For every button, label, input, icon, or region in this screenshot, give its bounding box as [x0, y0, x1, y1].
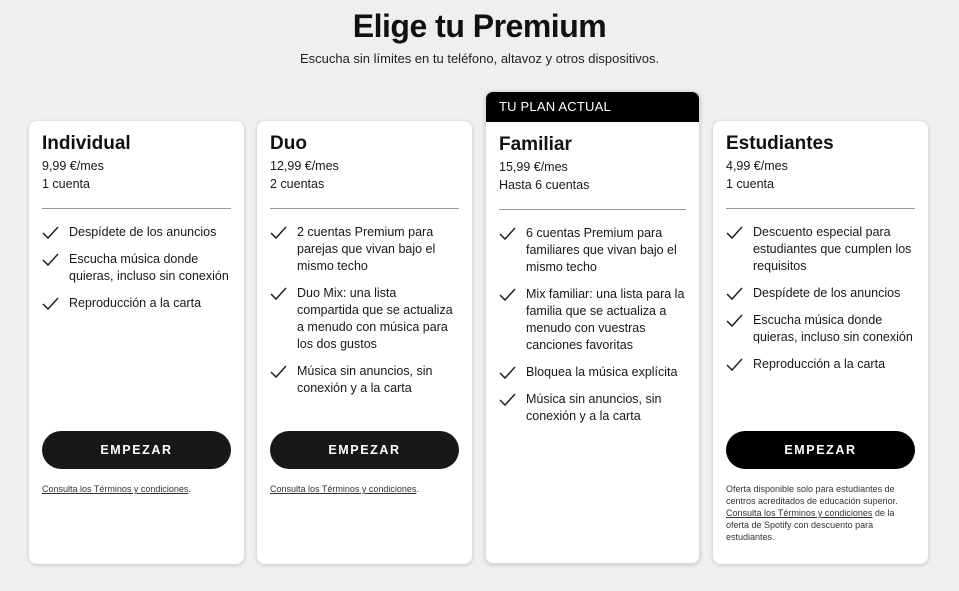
- plan-accounts: 2 cuentas: [270, 177, 325, 191]
- feature-text: Despídete de los anuncios: [69, 225, 217, 239]
- plan-name: Familiar: [499, 134, 572, 155]
- feature-item: [270, 285, 459, 353]
- feature-text: Duo Mix: una lista compartida que se actualiza a menudo con música para los dos gustos: [297, 286, 453, 351]
- feature-text: Reproducción a la carta: [69, 296, 202, 310]
- terms-link[interactable]: Consulta los Términos y condiciones: [42, 484, 189, 494]
- page-title: Elige tu Premium: [352, 8, 607, 44]
- feature-list: [726, 224, 915, 373]
- start-button-individual[interactable]: EMPEZAR: [42, 431, 231, 469]
- checkmark-icon: [270, 363, 290, 379]
- start-button-estudiantes[interactable]: EMPEZAR: [726, 431, 915, 469]
- checkmark-icon: [726, 356, 746, 372]
- feature-text: Escucha música donde quieras, incluso sin conexión: [753, 313, 913, 344]
- feature-item: [42, 251, 231, 285]
- terms-note: Oferta disponible solo para estudiantes de centros acreditados de educación superior. Consulta los Términos y condiciones de la oferta de Spotify con descuento para estudiantes.: [726, 484, 898, 542]
- plan-name: Estudiantes: [726, 133, 834, 154]
- feature-text: Música sin anuncios, sin conexión y a la carta: [526, 392, 662, 423]
- feature-item: [270, 363, 459, 397]
- plan-accounts: 1 cuenta: [726, 177, 774, 191]
- divider: [726, 208, 915, 209]
- feature-text: Mix familiar: una lista para la familia que se actualiza a menudo con vuestras canciones favoritas: [526, 287, 685, 352]
- checkmark-icon: [726, 285, 746, 301]
- feature-list: [270, 224, 459, 397]
- start-button-duo[interactable]: EMPEZAR: [270, 431, 459, 469]
- plan-price: 4,99 €/mes: [726, 159, 788, 173]
- plan-name: Individual: [42, 133, 131, 154]
- checkmark-icon: [499, 286, 519, 302]
- feature-text: 6 cuentas Premium para familiares que vivan bajo el mismo techo: [526, 226, 677, 274]
- terms-link[interactable]: Consulta los Términos y condiciones: [726, 508, 873, 518]
- feature-text: 2 cuentas Premium para parejas que vivan bajo el mismo techo: [297, 225, 436, 273]
- feature-item: [499, 225, 686, 276]
- feature-item: [42, 295, 231, 312]
- checkmark-icon: [42, 251, 62, 267]
- feature-text: Escucha música donde quieras, incluso sin conexión: [69, 252, 229, 283]
- current-plan-badge: TU PLAN ACTUAL: [486, 92, 699, 122]
- checkmark-icon: [42, 224, 62, 240]
- terms-link[interactable]: Consulta los Términos y condiciones: [270, 484, 417, 494]
- checkmark-icon: [270, 285, 290, 301]
- feature-text: Reproducción a la carta: [753, 357, 886, 371]
- feature-list: [499, 225, 686, 425]
- terms-note: Consulta los Términos y condiciones.: [270, 484, 419, 494]
- plan-name: Duo: [270, 133, 307, 154]
- feature-item: [726, 285, 915, 302]
- feature-item: [499, 286, 686, 354]
- feature-text: Despídete de los anuncios: [753, 286, 901, 300]
- checkmark-icon: [42, 295, 62, 311]
- divider: [42, 208, 231, 209]
- feature-text: Descuento especial para estudiantes que cumplen los requisitos: [753, 225, 912, 273]
- plan-accounts: Hasta 6 cuentas: [499, 178, 590, 192]
- feature-item: [726, 356, 915, 373]
- feature-list: [42, 224, 231, 312]
- feature-item: [726, 224, 915, 275]
- feature-item: [499, 391, 686, 425]
- checkmark-icon: [270, 224, 290, 240]
- checkmark-icon: [499, 225, 519, 241]
- feature-item: [42, 224, 231, 241]
- plan-price: 12,99 €/mes: [270, 159, 339, 173]
- plan-price: 9,99 €/mes: [42, 159, 104, 173]
- checkmark-icon: [499, 391, 519, 407]
- page-subtitle: Escucha sin límites en tu teléfono, altavoz y otros dispositivos.: [299, 51, 660, 66]
- plan-card-familiar: [485, 91, 700, 564]
- plan-card-estudiantes: [713, 121, 928, 564]
- checkmark-icon: [499, 364, 519, 380]
- feature-item: [270, 224, 459, 275]
- feature-item: [499, 364, 686, 381]
- feature-text: Bloquea la música explícita: [526, 365, 678, 379]
- checkmark-icon: [726, 312, 746, 328]
- plan-accounts: 1 cuenta: [42, 177, 90, 191]
- plan-card-individual: [29, 121, 244, 564]
- feature-text: Música sin anuncios, sin conexión y a la carta: [297, 364, 433, 395]
- divider: [270, 208, 459, 209]
- checkmark-icon: [726, 224, 746, 240]
- divider: [499, 209, 686, 210]
- plan-card-duo: [257, 121, 472, 564]
- feature-item: [726, 312, 915, 346]
- plan-price: 15,99 €/mes: [499, 160, 568, 174]
- terms-note: Consulta los Términos y condiciones.: [42, 484, 191, 494]
